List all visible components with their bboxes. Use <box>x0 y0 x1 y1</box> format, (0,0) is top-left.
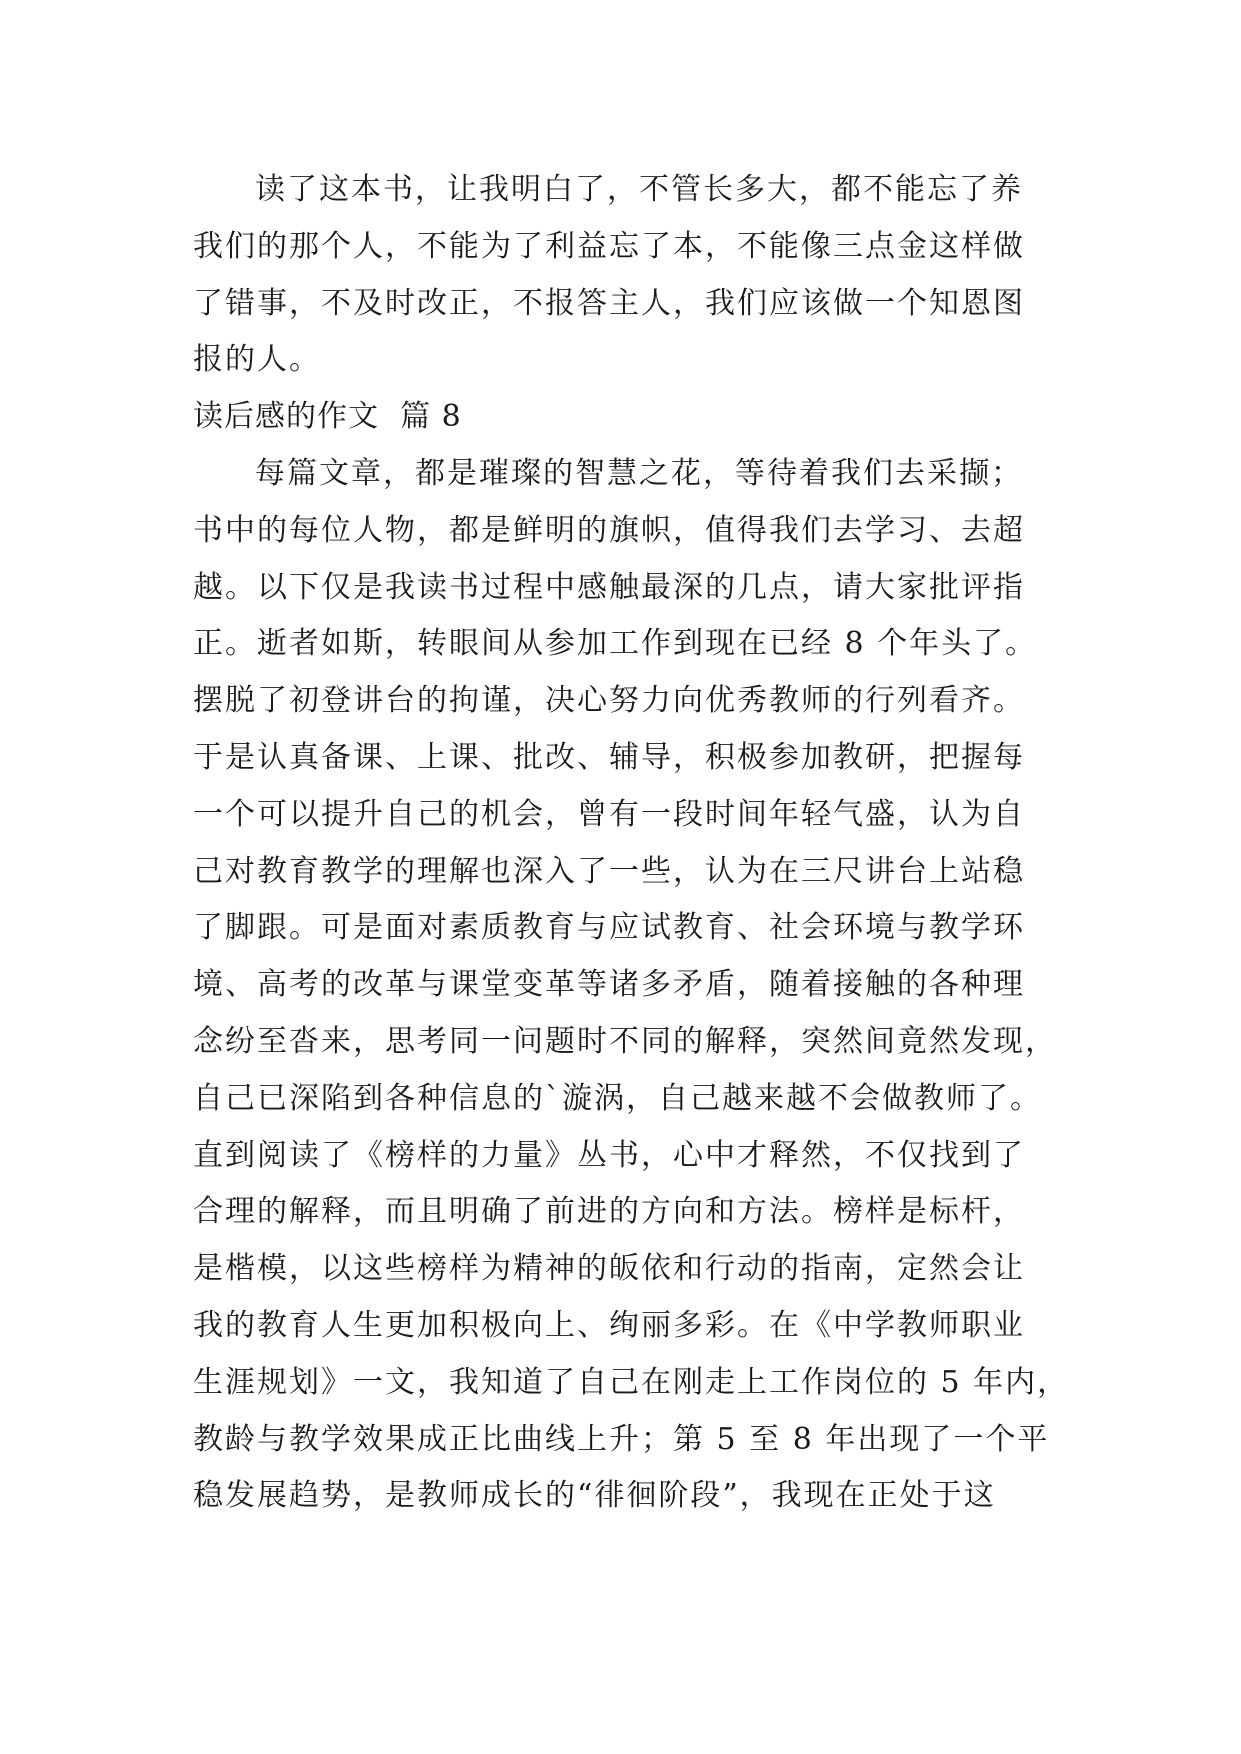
paragraph-line: 稳发展趋势，是教师成长的“徘徊阶段”，我现在正处于这 <box>193 1478 996 1514</box>
paragraph-line: 教龄与教学效果成正比曲线上升；第 5 至 8 年出现了一个平 <box>193 1421 1050 1457</box>
paragraph-line: 一个可以提升自己的机会，曾有一段时间年轻气盛，认为自 <box>193 796 1025 832</box>
paragraph-line: 境、高考的改革与课堂变革等诸多矛盾，随着接触的各种理 <box>193 967 1025 1003</box>
paragraph-line: 越。以下仅是我读书过程中感触最深的几点，请大家批评指 <box>193 569 1025 605</box>
paragraph-line: 合理的解释，而且明确了前进的方向和方法。榜样是标杆， <box>193 1194 1025 1230</box>
paragraph-line: 了错事，不及时改正，不报答主人，我们应该做一个知恩图 <box>193 285 1025 321</box>
section-heading: 读后感的作文 篇 8 <box>193 399 462 435</box>
paragraph-line: 了脚跟。可是面对素质教育与应试教育、社会环境与教学环 <box>193 910 1025 946</box>
paragraph-line: 自己已深陷到各种信息的`漩涡，自己越来越不会做教师了。 <box>193 1080 1042 1116</box>
paragraph-line: 念纷至沓来，思考同一问题时不同的解释，突然间竟然发现， <box>193 1023 1057 1059</box>
paragraph-line: 书中的每位人物，都是鲜明的旗帜，值得我们去学习、去超 <box>193 512 1025 548</box>
paragraph-line: 摆脱了初登讲台的拘谨，决心努力向优秀教师的行列看齐。 <box>193 683 1025 719</box>
paragraph-line: 于是认真备课、上课、批改、辅导，积极参加教研，把握每 <box>193 739 1025 775</box>
paragraph-line: 生涯规划》一文，我知道了自己在刚走上工作岗位的 5 年内， <box>193 1364 1070 1400</box>
document-body <box>193 162 1073 1525</box>
paragraph-line: 是楷模，以这些榜样为精神的皈依和行动的指南，定然会让 <box>193 1251 1025 1287</box>
paragraph-line: 正。逝者如斯，转眼间从参加工作到现在已经 8 个年头了。 <box>193 626 1038 662</box>
paragraph-line: 己对教育教学的理解也深入了一些，认为在三尺讲台上站稳 <box>193 853 1025 889</box>
paragraph-line: 每篇文章，都是璀璨的智慧之花，等待着我们去采撷； <box>255 455 1023 491</box>
paragraph-line: 直到阅读了《榜样的力量》丛书，心中才释然，不仅找到了 <box>193 1137 1025 1173</box>
paragraph-line: 报的人。 <box>193 342 321 378</box>
paragraph-line: 读了这本书，让我明白了，不管长多大，都不能忘了养 <box>255 172 1023 207</box>
paragraph-line: 我们的那个人，不能为了利益忘了本，不能像三点金这样做 <box>193 228 1025 264</box>
paragraph-line: 我的教育人生更加积极向上、绚丽多彩。在《中学教师职业 <box>193 1307 1025 1343</box>
